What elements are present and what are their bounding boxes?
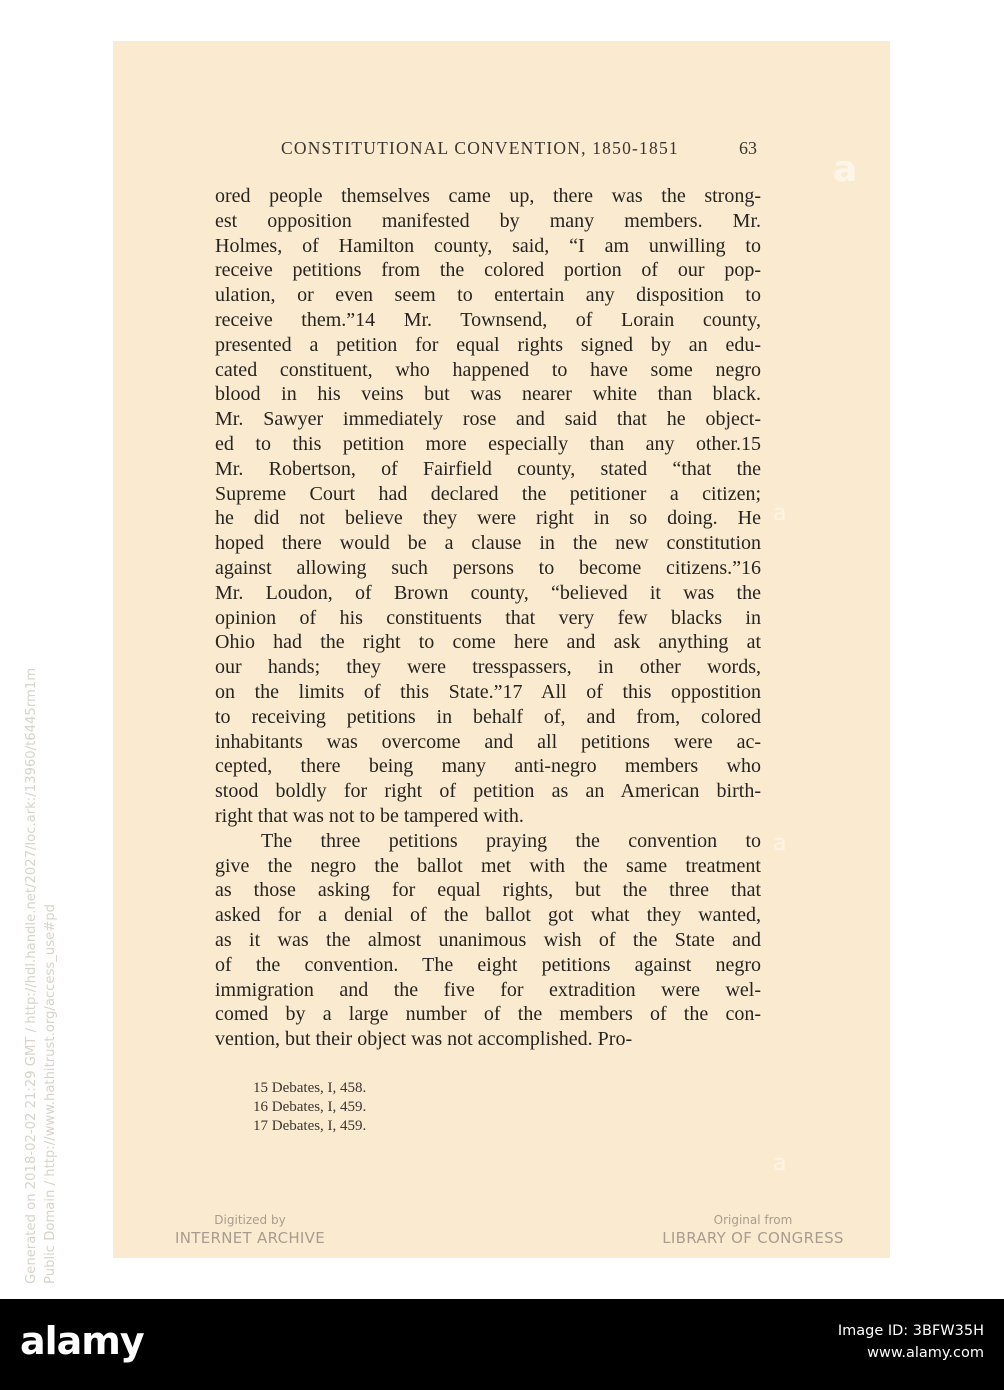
text-line: Holmes, of Hamilton county, said, “I am unwilling to xyxy=(215,234,761,257)
text-line: cepted, there being many anti-negro members who xyxy=(215,755,761,778)
text-line: Mr. Sawyer immediately rose and said that he object- xyxy=(215,408,761,431)
footnote: 17 Debates, I, 459. xyxy=(253,1118,367,1134)
text-line: stood boldly for right of petition as an American birth- xyxy=(215,780,761,803)
text-line: presented a petition for equal rights signed by an edu- xyxy=(215,333,761,356)
body-text xyxy=(215,184,761,1052)
text-line: right that was not to be tampered with. xyxy=(215,804,524,827)
text-line: as it was the almost unanimous wish of the State and xyxy=(215,928,761,951)
text-line: Ohio had the right to come here and ask anything at xyxy=(215,631,761,654)
footer-left-big: INTERNET ARCHIVE xyxy=(175,1229,325,1247)
text-line: as those asking for equal rights, but the three that xyxy=(215,879,761,902)
alamy-watermark-top: a xyxy=(833,149,858,190)
text-line: on the limits of this State.”17 All of this oppostition xyxy=(215,680,761,703)
alamy-banner xyxy=(0,1299,1004,1390)
text-line: give the negro the ballot met with the same treatment xyxy=(215,854,761,877)
footer-right-big: LIBRARY OF CONGRESS xyxy=(662,1229,844,1247)
alamy-image-id: Image ID: 3BFW35H xyxy=(837,1323,984,1339)
text-line: Mr. Loudon, of Brown county, “believed it was the xyxy=(215,581,761,604)
alamy-site: www.alamy.com xyxy=(867,1345,984,1361)
text-line: our hands; they were tresspassers, in other words, xyxy=(215,656,761,679)
watermark-line-generated: Generated on 2018-02-02 21:29 GMT / http://hdl.handle.net/2027/loc.ark:/13960/t6445rm1m xyxy=(24,667,39,1284)
text-line: of the convention. The eight petitions against negro xyxy=(215,953,761,976)
text-line: Supreme Court had declared the petitioner a citizen; xyxy=(215,482,761,505)
alamy-watermark-stamp: a xyxy=(773,501,787,526)
text-line: he did not believe they were right in so doing. He xyxy=(215,507,761,530)
text-line: est opposition manifested by many members. Mr. xyxy=(215,209,761,232)
text-line: Mr. Robertson, of Fairfield county, stated “that the xyxy=(215,457,761,480)
text-line: against allowing such persons to become citizens.”16 xyxy=(215,556,761,579)
text-line: The three petitions praying the convention to xyxy=(261,829,761,852)
alamy-watermark-stamp: a xyxy=(773,831,787,856)
text-line: asked for a denial of the ballot got what they wanted, xyxy=(215,904,761,927)
alamy-image-info xyxy=(838,1320,984,1364)
footnote: 15 Debates, I, 458. xyxy=(253,1080,367,1096)
text-line: to receiving petitions in behalf of, and from, colored xyxy=(215,705,761,728)
footnotes xyxy=(253,1079,366,1136)
text-line: inhabitants was overcome and all petitions were ac- xyxy=(215,730,761,753)
running-head xyxy=(113,138,890,162)
footer-digitized-by xyxy=(165,1212,335,1248)
page-number: 63 xyxy=(739,138,757,158)
text-line: cated constituent, who happened to have some negro xyxy=(215,358,761,381)
text-line: receive petitions from the colored portion of our pop- xyxy=(215,259,761,282)
hathitrust-watermark xyxy=(22,668,60,1284)
text-line: blood in his veins but was nearer white than black. xyxy=(215,383,761,406)
text-line: receive them.”14 Mr. Townsend, of Lorain county, xyxy=(215,308,761,331)
footer-right-small: Original from xyxy=(713,1213,793,1227)
text-line: comed by a large number of the members of the con- xyxy=(215,1003,761,1026)
book-page xyxy=(113,41,890,1258)
watermark-line-public-domain: Public Domain / http://www.hathitrust.org/access_use#pd xyxy=(43,903,58,1284)
text-line: ulation, or even seem to entertain any disposition to xyxy=(215,284,761,307)
footer-left-small: Digitized by xyxy=(214,1213,286,1227)
text-line: vention, but their object was not accomplished. Pro- xyxy=(215,1028,633,1051)
text-line: ed to this petition more especially than any other.15 xyxy=(215,432,761,455)
text-line: immigration and the five for extradition were wel- xyxy=(215,978,761,1001)
footnote: 16 Debates, I, 459. xyxy=(253,1099,367,1115)
text-line: opinion of his constituents that very few blacks in xyxy=(215,606,761,629)
footer-original-from xyxy=(653,1212,853,1248)
alamy-logo: alamy xyxy=(20,1319,144,1363)
text-line: ored people themselves came up, there was the strong- xyxy=(215,185,761,207)
running-title: CONSTITUTIONAL CONVENTION, 1850-1851 xyxy=(281,138,679,158)
text-line: hoped there would be a clause in the new constitution xyxy=(215,532,761,555)
alamy-watermark-stamp: a xyxy=(773,1151,787,1176)
